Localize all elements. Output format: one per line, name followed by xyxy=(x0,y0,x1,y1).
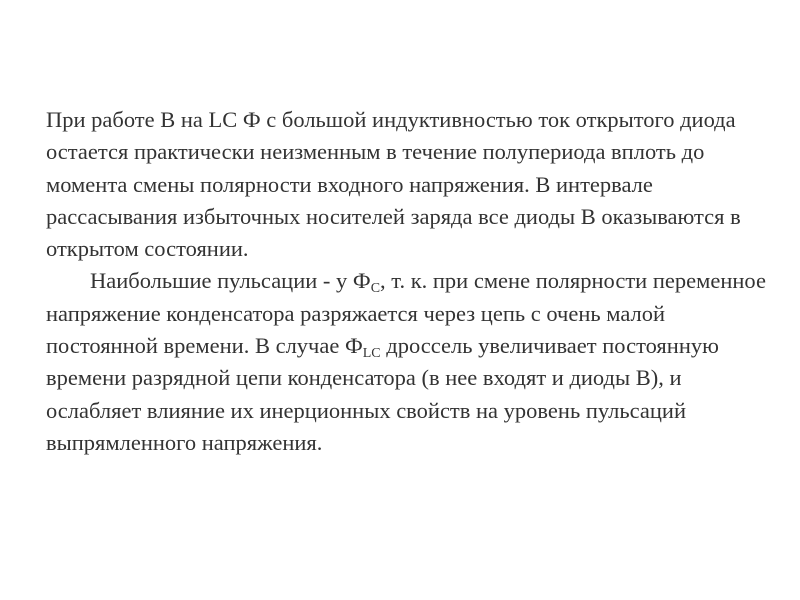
subscript-c: C xyxy=(370,281,381,297)
paragraph-2-part-1: Наибольшие пульсации - у Ф xyxy=(90,268,371,294)
text-block xyxy=(46,104,776,459)
paragraph-2-part-3: дроссель увеличивает постоянную времени разрядной цепи конденсатора (в нее входят и диоды В), и ослабляет влияние их инерционных свойств на уровень пульсаций выпрямленного напряжения. xyxy=(46,333,719,455)
paragraph-1: При работе В на LC Ф с большой индуктивностью ток открытого диода остается практически неизменным в течение полупериода вплоть до момента смены полярности входного напряжения. В интервале рассасывания избыточных носителей заряда все диоды В оказываются в открытом состоянии. xyxy=(46,107,741,262)
paragraph-2 xyxy=(46,265,776,459)
paragraph-2-part-2: , т. к. при смене полярности переменное напряжение конденсатора разряжается через цепь с очень малой постоянной времени. В случае Ф xyxy=(46,268,766,359)
subscript-lc: LC xyxy=(362,346,381,362)
